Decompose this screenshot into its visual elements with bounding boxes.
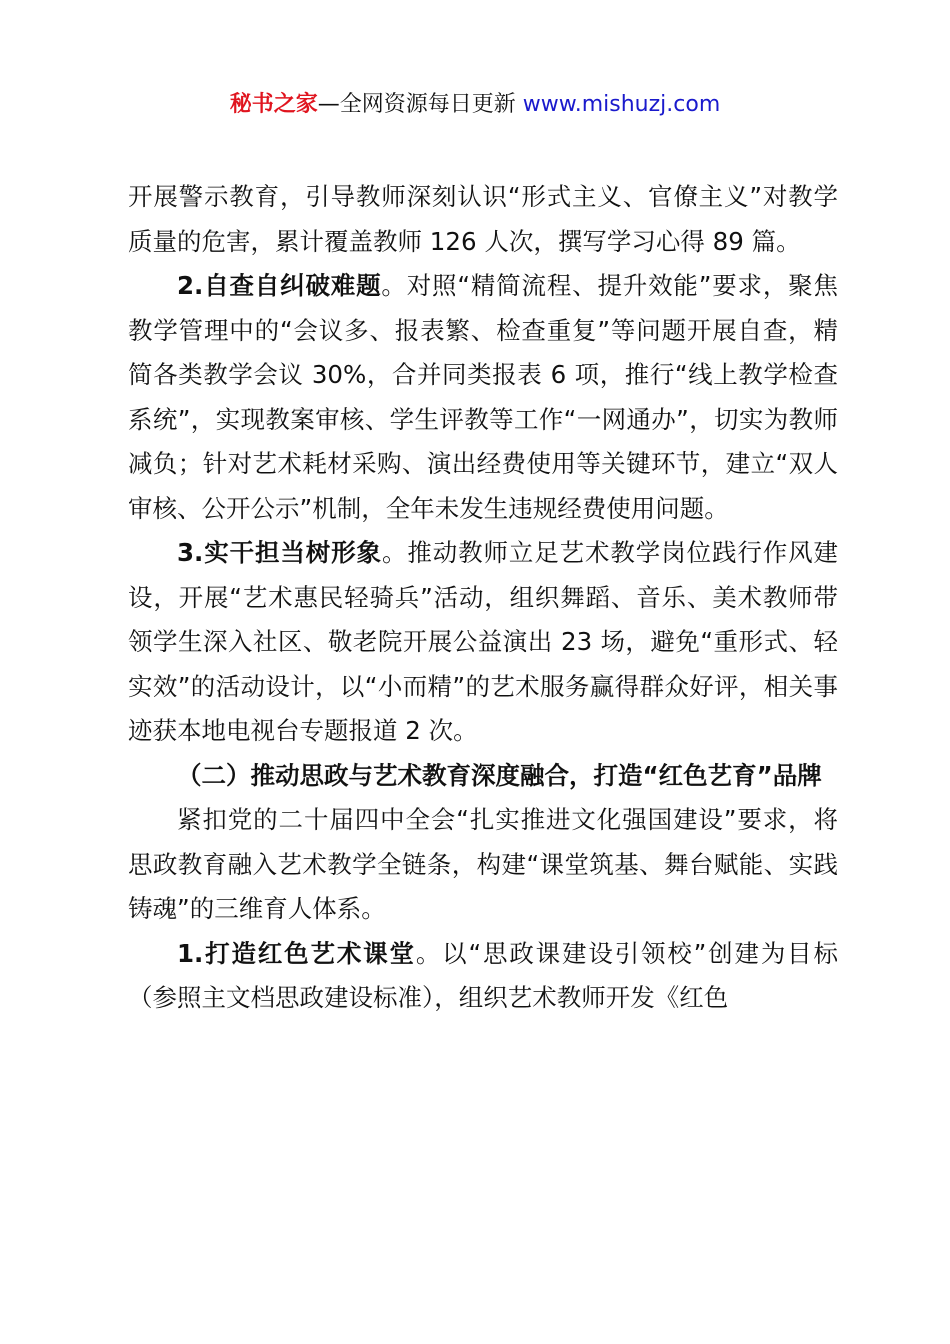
paragraph-lead-title: 3.实干担当树形象 bbox=[177, 538, 382, 567]
site-url-link[interactable]: www.mishuzj.com bbox=[522, 92, 721, 117]
header-tagline: —全网资源每日更新 bbox=[317, 92, 523, 117]
paragraph-section-intro bbox=[128, 798, 838, 932]
paragraph-lead-title: 1.打造红色艺术课堂 bbox=[177, 938, 416, 968]
paragraph-text: 紧扣党的二十届四中全会“扎实推进文化强国建设”要求，将思政教育融入艺术教学全链条，构建“课堂筑基、舞台赋能、实践铸魂”的三维育人体系。 bbox=[128, 805, 838, 923]
paragraph-text: 开展警示教育，引导教师深刻认识“形式主义、官僚主义”对教学质量的危害，累计覆盖教师 126 人次，撰写学习心得 89 篇。 bbox=[128, 182, 838, 256]
paragraph-text: 。推动教师立足艺术教学岗位践行作风建设，开展“艺术惠民轻骑兵”活动，组织舞蹈、音乐、美术教师带领学生深入社区、敬老院开展公益演出 23 场，避免“重形式、轻实效”的活动设计，以“小而精”的艺术服务赢得群众好评，相关事迹获本地电视台专题报道 2 次。 bbox=[128, 538, 839, 745]
brand-name: 秘书之家 bbox=[229, 92, 318, 117]
site-header bbox=[0, 88, 950, 122]
paragraph-self-inspection bbox=[128, 264, 838, 531]
section-heading: （二）推动思政与艺术教育深度融合，打造“红色艺育”品牌 bbox=[177, 760, 822, 790]
paragraph-text: 。对照“精简流程、提升效能”要求，聚焦教学管理中的“会议多、报表繁、检查重复”等问题开展自查，精简各类教学会议 30%，合并同类报表 6 项，推行“线上教学检查系统”，实现教案审核、学生评教等工作“一网通办”，切实为教师减负；针对艺术耗材采购、演出经费使用等关键环节，建立“双人审核、公开公示”机制，全年未发生违规经费使用问题。 bbox=[128, 271, 839, 523]
document-body bbox=[128, 175, 838, 1021]
paragraph-practical-action bbox=[128, 531, 838, 754]
paragraph-red-classroom bbox=[128, 932, 838, 1021]
paragraph-continuation bbox=[128, 175, 838, 264]
paragraph-lead-title: 2.自查自纠破难题 bbox=[177, 271, 382, 300]
paragraph-text: 。以“思政课建设引领校”创建为目标（参照主文档思政建设标准），组织艺术教师开发《红色 bbox=[128, 938, 838, 1012]
